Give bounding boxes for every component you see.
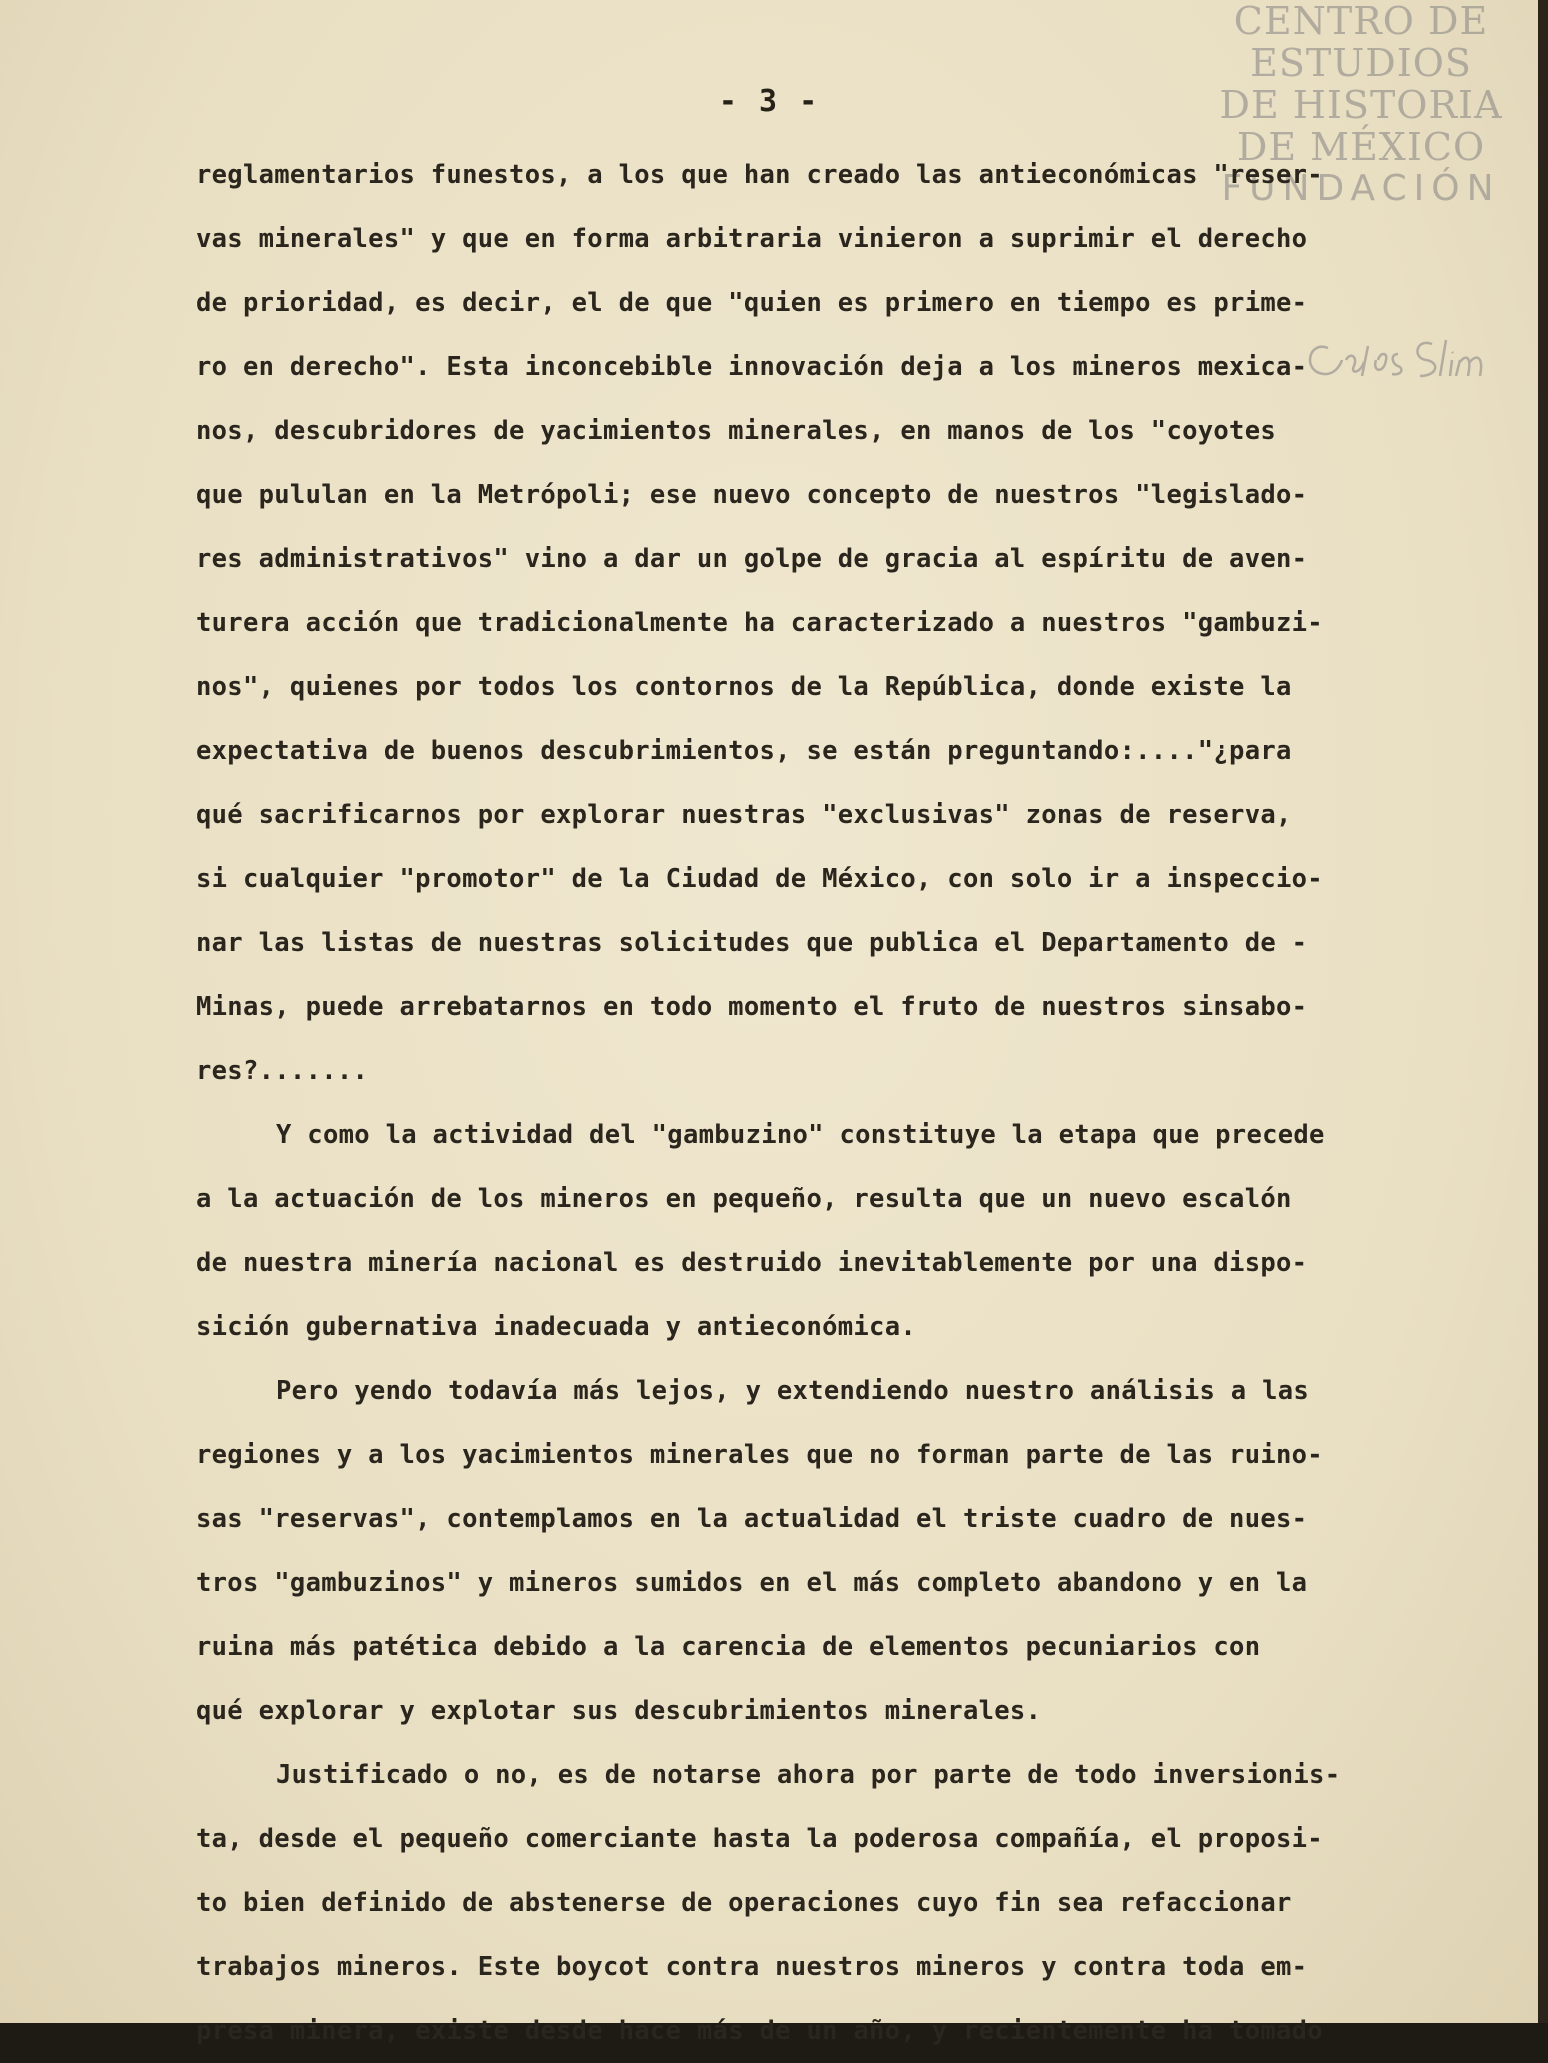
text-line: res administrativos" vino a dar un golpe de gracia al espíritu de aven- (196, 544, 1308, 574)
text-line: trabajos mineros. Este boycot contra nuestros mineros y contra toda em- (196, 1952, 1308, 1982)
text-line: regiones y a los yacimientos minerales que no forman parte de las ruino- (196, 1440, 1323, 1470)
text-line: nar las listas de nuestras solicitudes que publica el Departamento de - (196, 928, 1308, 958)
text-line: tros "gambuzinos" y mineros sumidos en el más completo abandono y en la (196, 1568, 1308, 1598)
text-line: ta, desde el pequeño comerciante hasta la poderosa compañía, el proposi- (196, 1824, 1323, 1854)
text-line: qué sacrificarnos por explorar nuestras "exclusivas" zonas de reserva, (196, 800, 1292, 830)
text-line: ruina más patética debido a la carencia de elementos pecuniarios con (196, 1632, 1261, 1662)
text-line: ro en derecho". Esta inconcebible innovación deja a los mineros mexica- (196, 352, 1308, 382)
text-line: expectativa de buenos descubrimientos, se están preguntando:...."¿para (196, 736, 1292, 766)
watermark-line: DE HISTORIA (1219, 83, 1503, 127)
text-line: vas minerales" y que en forma arbitraria vinieron a suprimir el derecho (196, 224, 1308, 254)
watermark-line: FUNDACIÓN (1221, 168, 1501, 209)
text-line: res?....... (196, 1056, 369, 1086)
text-line: reglamentarios funestos, a los que han creado las antieconómicas "reser- (196, 160, 1323, 190)
text-line: sición gubernativa inadecuada y antieconómica. (196, 1312, 917, 1342)
text-line: qué explorar y explotar sus descubrimientos minerales. (196, 1696, 1042, 1726)
text-line: Minas, puede arrebatarnos en todo momento el fruto de nuestros sinsabo- (196, 992, 1308, 1022)
text-line: si cualquier "promotor" de la Ciudad de México, con solo ir a inspeccio- (196, 864, 1323, 894)
text-line: to bien definido de abstenerse de operaciones cuyo fin sea refaccionar (196, 1888, 1292, 1918)
scan-edge (1538, 0, 1548, 2023)
text-line: Justificado o no, es de notarse ahora por parte de todo inversionis- (276, 1760, 1341, 1790)
text-line: nos", quienes por todos los contornos de la República, donde existe la (196, 672, 1292, 702)
text-line: Pero yendo todavía más lejos, y extendiendo nuestro análisis a las (276, 1376, 1310, 1406)
text-line: Y como la actividad del "gambuzino" constituye la etapa que precede (276, 1120, 1325, 1150)
text-line: presa minera, existe desde hace más de un año, y recientemente ha tomado (196, 2016, 1323, 2046)
watermark-line: DE MÉXICO (1236, 125, 1486, 169)
text-line: nos, descubridores de yacimientos minerales, en manos de los "coyotes (196, 416, 1277, 446)
watermark-line: ESTUDIOS (1250, 41, 1472, 85)
text-line: de nuestra minería nacional es destruido inevitablemente por una dispo- (196, 1248, 1308, 1278)
watermark-line: CENTRO DE (1233, 0, 1489, 43)
text-line: turera acción que tradicionalmente ha caracterizado a nuestros "gambuzi- (196, 608, 1323, 638)
text-line: de prioridad, es decir, el de que "quien es primero en tiempo es prime- (196, 288, 1308, 318)
page-number: - 3 - (718, 84, 820, 119)
text-line: sas "reservas", contemplamos en la actualidad el triste cuadro de nues- (196, 1504, 1308, 1534)
text-line: a la actuación de los mineros en pequeño, resulta que un nuevo escalón (196, 1184, 1292, 1214)
typewritten-body (196, 143, 1496, 2063)
text-line: que pululan en la Metrópoli; ese nuevo concepto de nuestros "legislado- (196, 480, 1308, 510)
